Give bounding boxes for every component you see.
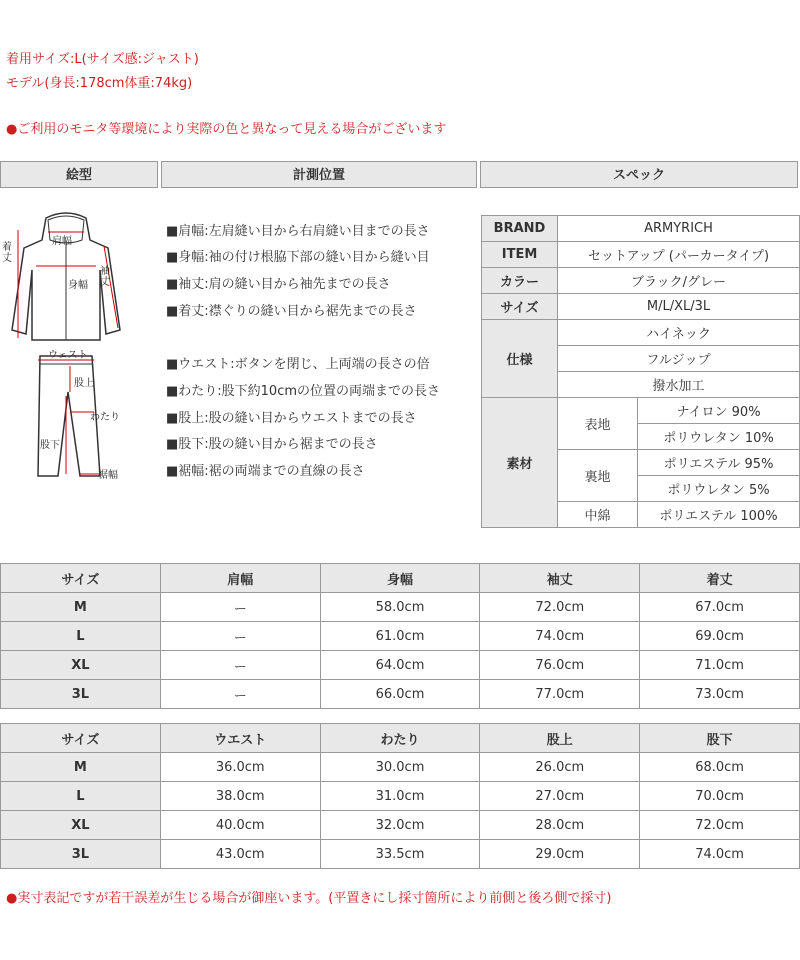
- table-cell: 74.0cm: [640, 840, 800, 869]
- label-thigh: わたり: [90, 412, 120, 423]
- size-cell: L: [1, 622, 161, 651]
- label-inseam: 股下: [40, 440, 60, 451]
- bottom-size-table: [0, 723, 800, 869]
- size-cell: M: [1, 593, 161, 622]
- table-cell: 74.0cm: [480, 622, 640, 651]
- label-length: 着丈: [2, 242, 12, 264]
- column-header: 着丈: [640, 564, 800, 593]
- table-cell: 72.0cm: [640, 811, 800, 840]
- spec-value: 撥水加工: [558, 372, 800, 398]
- table-cell: ー: [160, 651, 320, 680]
- column-header: ウエスト: [160, 724, 320, 753]
- table-cell: ー: [160, 593, 320, 622]
- measure-item: ■着丈:襟ぐりの縫い目から裾先までの長さ: [166, 304, 417, 319]
- table-cell: 73.0cm: [640, 680, 800, 709]
- measure-item: ■股下:股の縫い目から裾までの長さ: [166, 437, 378, 452]
- label-sleeve: 袖丈: [100, 266, 110, 288]
- spec-value: セットアップ (パーカータイプ): [558, 242, 800, 268]
- table-cell: 72.0cm: [480, 593, 640, 622]
- table-cell: 76.0cm: [480, 651, 640, 680]
- spec-value: ポリエステル 95%: [638, 450, 800, 476]
- top-size-table: [0, 563, 800, 709]
- spec-label: 仕様: [482, 320, 558, 398]
- measure-item: ■袖丈:肩の縫い目から袖先までの長さ: [166, 277, 391, 292]
- table-cell: 66.0cm: [320, 680, 480, 709]
- table-cell: 26.0cm: [480, 753, 640, 782]
- measure-item: ■身幅:袖の付け根脇下部の縫い目から縫い目: [166, 250, 430, 265]
- spec-sublabel: 表地: [558, 398, 638, 450]
- size-cell: XL: [1, 651, 161, 680]
- table-cell: 58.0cm: [320, 593, 480, 622]
- spec-value: フルジップ: [558, 346, 800, 372]
- spec-value: M/L/XL/3L: [558, 294, 800, 320]
- column-header: サイズ: [1, 724, 161, 753]
- measure-item: ■ウエスト:ボタンを閉じ、上両端の長さの倍: [166, 357, 430, 372]
- table-row: [1, 651, 800, 680]
- measure-item: ■肩幅:左肩縫い目から右肩縫い目までの長さ: [166, 224, 430, 239]
- label-waist: ウェスト: [48, 350, 88, 361]
- fit-size-note: 着用サイズ:L(サイズ感:ジャスト): [6, 52, 199, 67]
- column-header: 身幅: [320, 564, 480, 593]
- spec-sublabel: 中綿: [558, 502, 638, 528]
- spec-label: 素材: [482, 398, 558, 528]
- column-header: 股上: [480, 724, 640, 753]
- header-spec: スペック: [480, 161, 798, 188]
- table-cell: 30.0cm: [320, 753, 480, 782]
- table-cell: 61.0cm: [320, 622, 480, 651]
- color-warning: ●ご利用のモニタ等環境により実際の色と異なって見える場合がございます: [6, 122, 447, 137]
- spec-value: ARMYRICH: [558, 216, 800, 242]
- table-row: [1, 840, 800, 869]
- column-header: わたり: [320, 724, 480, 753]
- measure-item: ■わたり:股下約10cmの位置の両端までの長さ: [166, 384, 441, 399]
- size-cell: 3L: [1, 840, 161, 869]
- measurement-warning: ●実寸表記ですが若干誤差が生じる場合が御座います。(平置きにし採寸箇所により前側と後ろ側で採寸): [6, 891, 612, 906]
- header-illustration: 絵型: [0, 161, 158, 188]
- label-body: 身幅: [68, 280, 88, 291]
- column-header: 股下: [640, 724, 800, 753]
- spec-label: BRAND: [482, 216, 558, 242]
- header-measure: 計測位置: [161, 161, 477, 188]
- model-note: モデル(身長:178cm体重:74kg): [6, 76, 193, 91]
- spec-value: ブラック/グレー: [558, 268, 800, 294]
- table-cell: 68.0cm: [640, 753, 800, 782]
- spec-table: [481, 215, 800, 528]
- spec-label: カラー: [482, 268, 558, 294]
- spec-value: ハイネック: [558, 320, 800, 346]
- spec-value: ポリエステル 100%: [638, 502, 800, 528]
- spec-label: ITEM: [482, 242, 558, 268]
- table-cell: 33.5cm: [320, 840, 480, 869]
- measure-item: ■股上:股の縫い目からウエストまでの長さ: [166, 411, 417, 426]
- size-cell: XL: [1, 811, 161, 840]
- label-shoulder: 肩幅: [52, 236, 72, 247]
- table-cell: 71.0cm: [640, 651, 800, 680]
- table-cell: 31.0cm: [320, 782, 480, 811]
- column-header: サイズ: [1, 564, 161, 593]
- size-cell: L: [1, 782, 161, 811]
- label-rise: 股上: [74, 378, 94, 389]
- spec-value: ポリウレタン 10%: [638, 424, 800, 450]
- table-cell: 29.0cm: [480, 840, 640, 869]
- table-cell: 64.0cm: [320, 651, 480, 680]
- spec-label: サイズ: [482, 294, 558, 320]
- table-cell: 28.0cm: [480, 811, 640, 840]
- table-cell: 40.0cm: [160, 811, 320, 840]
- table-row: [1, 782, 800, 811]
- measure-item: ■裾幅:裾の両端までの直線の長さ: [166, 464, 365, 479]
- column-header: 肩幅: [160, 564, 320, 593]
- spec-sublabel: 裏地: [558, 450, 638, 502]
- table-row: [1, 593, 800, 622]
- size-cell: 3L: [1, 680, 161, 709]
- spec-value: ポリウレタン 5%: [638, 476, 800, 502]
- label-hem: 裾幅: [98, 470, 118, 481]
- table-cell: 36.0cm: [160, 753, 320, 782]
- table-cell: 77.0cm: [480, 680, 640, 709]
- size-cell: M: [1, 753, 161, 782]
- table-cell: ー: [160, 680, 320, 709]
- table-cell: 67.0cm: [640, 593, 800, 622]
- table-cell: 27.0cm: [480, 782, 640, 811]
- table-row: [1, 622, 800, 651]
- table-row: [1, 680, 800, 709]
- table-cell: 43.0cm: [160, 840, 320, 869]
- table-cell: 32.0cm: [320, 811, 480, 840]
- table-cell: 69.0cm: [640, 622, 800, 651]
- table-row: [1, 753, 800, 782]
- column-header: 袖丈: [480, 564, 640, 593]
- spec-value: ナイロン 90%: [638, 398, 800, 424]
- table-cell: 70.0cm: [640, 782, 800, 811]
- table-cell: 38.0cm: [160, 782, 320, 811]
- table-row: [1, 811, 800, 840]
- table-cell: ー: [160, 622, 320, 651]
